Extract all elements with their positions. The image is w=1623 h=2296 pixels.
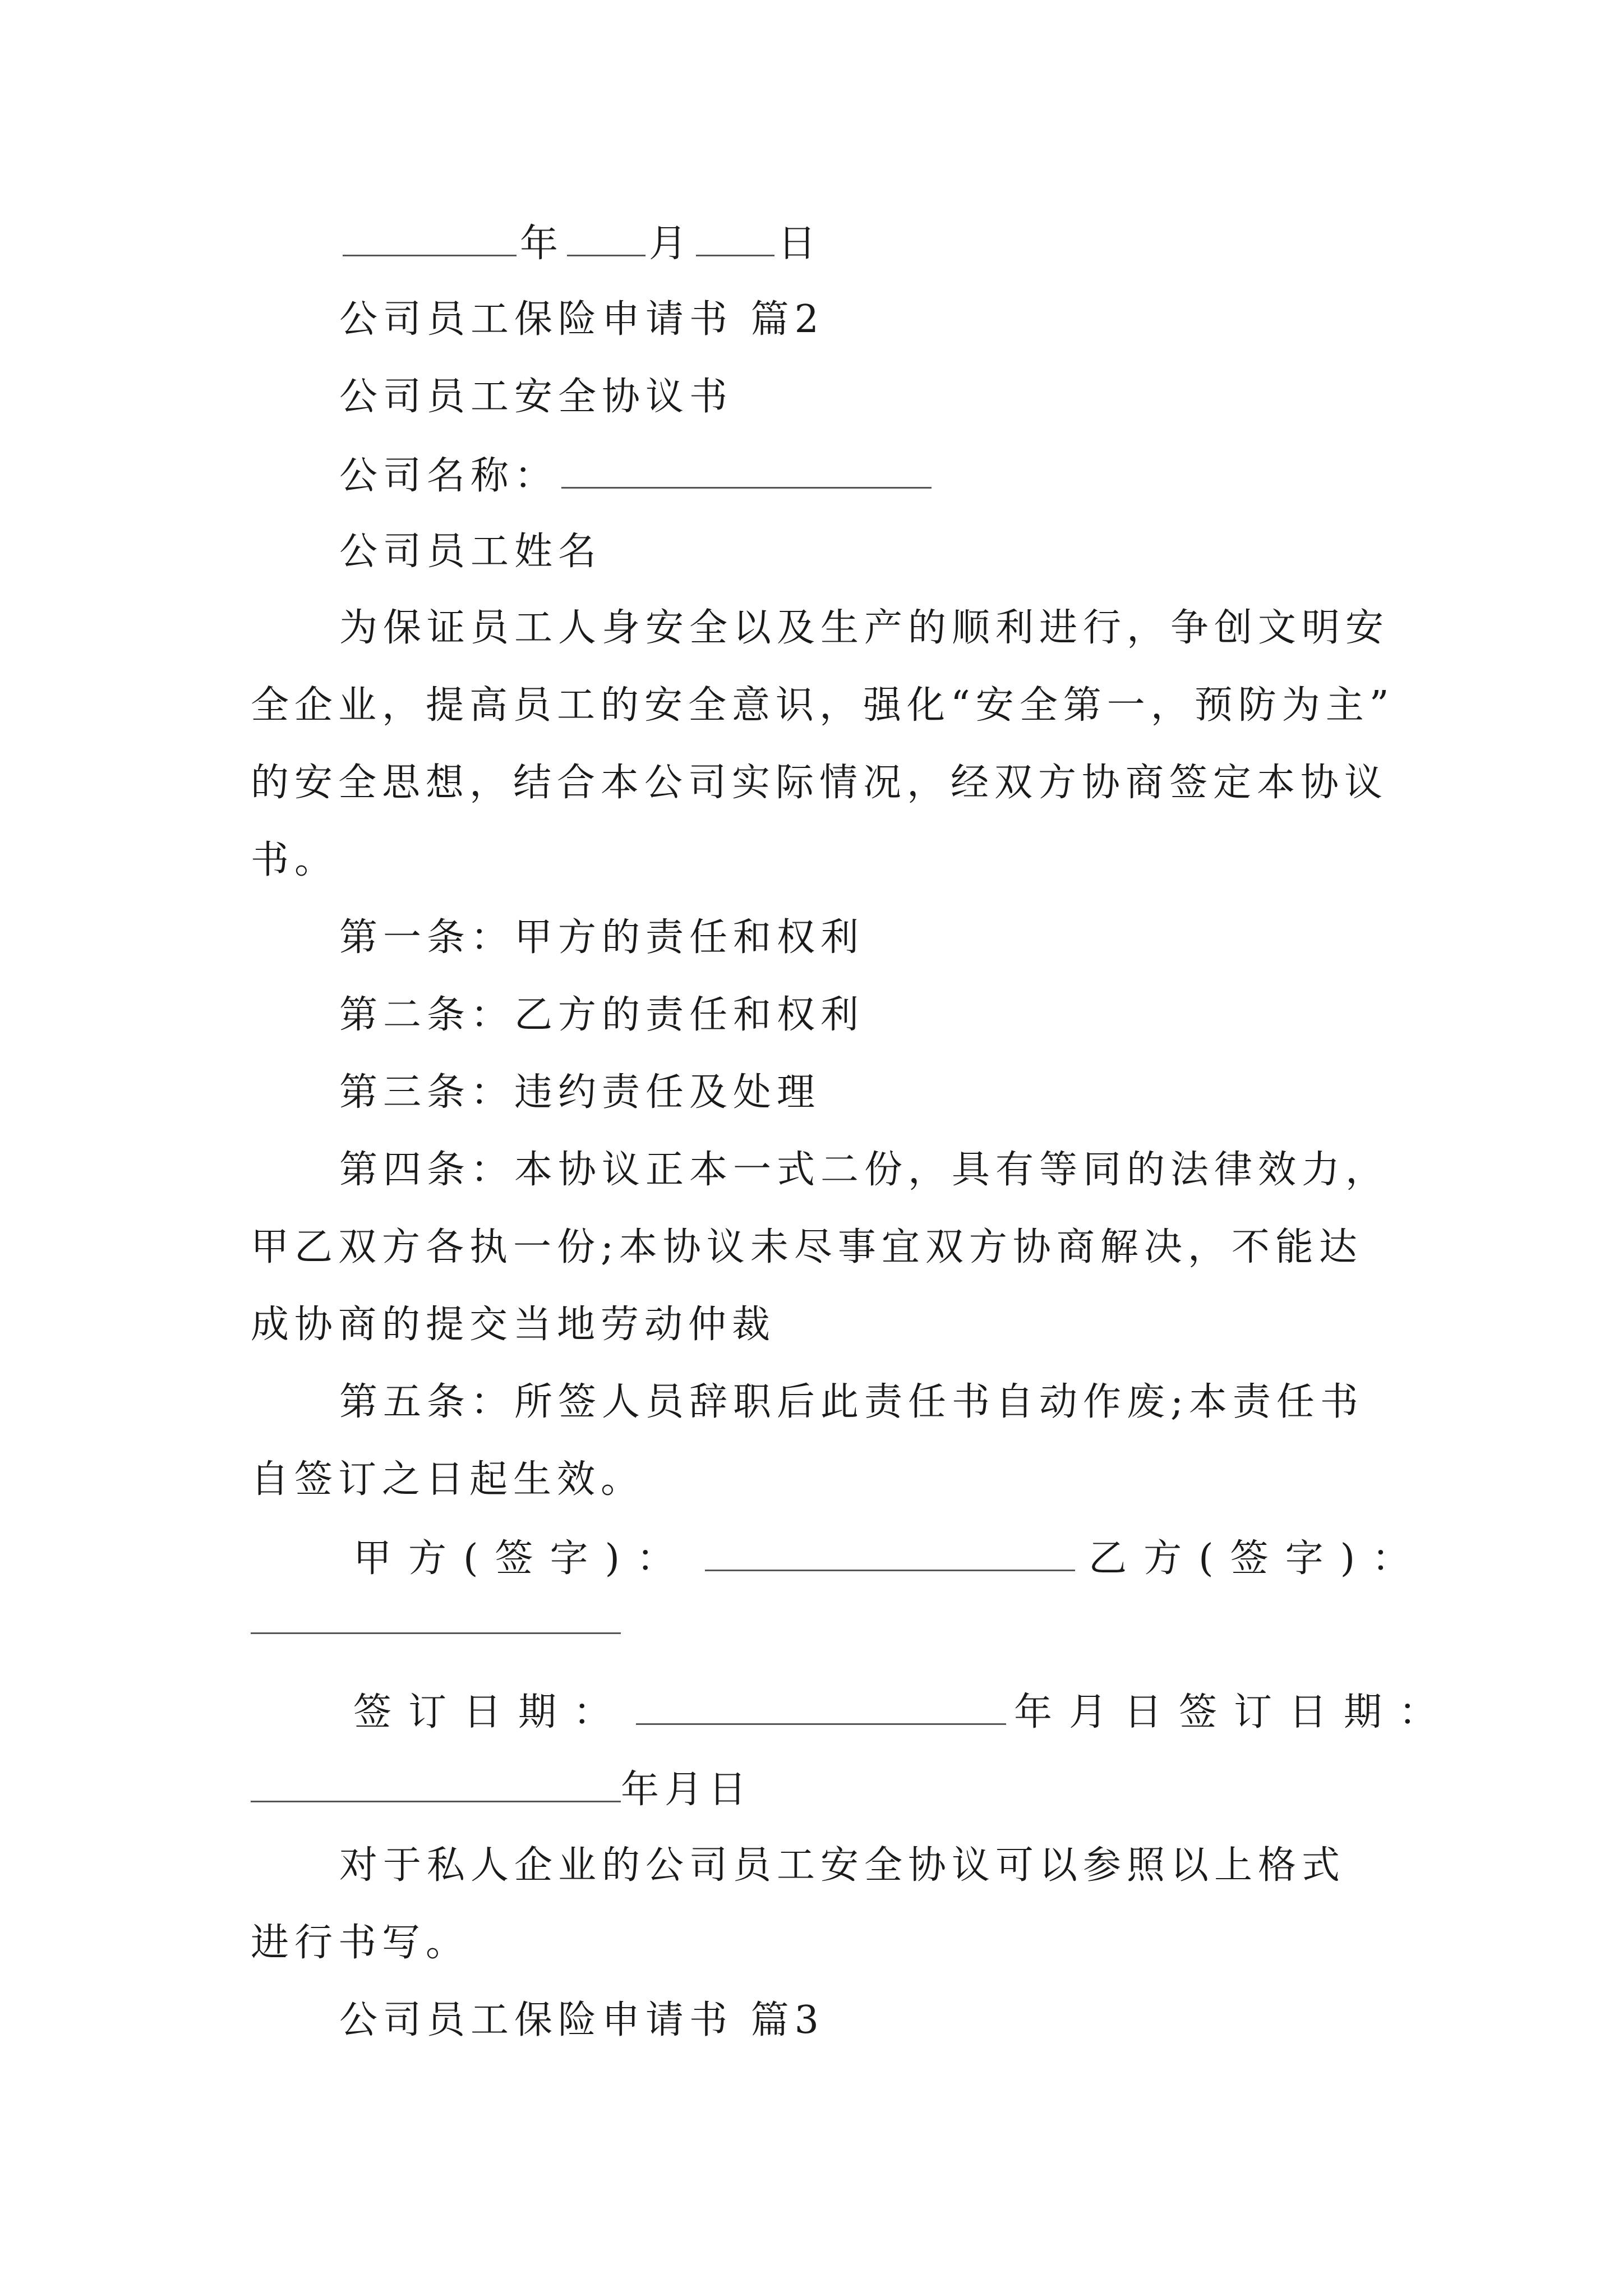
party-a-signature-blank <box>705 1535 1075 1571</box>
closing-line-1: 对于私人企业的公司员工安全协议可以参照以上格式 <box>339 1843 1346 1888</box>
sign-date-b-line <box>251 1766 1384 1812</box>
article-2: 第二条：乙方的责任和权利 <box>339 993 865 1037</box>
section-heading-3: 公司员工保险申请书 篇3 <box>339 1998 824 2042</box>
party-a-label: 甲方(签字)： <box>353 1536 692 1581</box>
sign-date-b-blank <box>251 1766 621 1802</box>
day-label: 日 <box>778 222 822 266</box>
signature-line <box>353 1535 1486 1581</box>
month-blank <box>567 220 645 256</box>
sign-date-suffix-a: 年月日签订日期： <box>1014 1690 1454 1734</box>
company-name-blank <box>561 452 932 489</box>
article-4-line-3: 成协商的提交当地劳动仲裁 <box>251 1303 776 1347</box>
sign-date-a-blank <box>636 1688 1006 1725</box>
year-blank <box>343 220 517 256</box>
article-3: 第三条：违约责任及处理 <box>339 1070 821 1115</box>
article-1: 第一条：甲方的责任和权利 <box>339 915 865 960</box>
closing-line-2: 进行书写。 <box>251 1921 470 1965</box>
intro-line-4: 书。 <box>251 838 339 882</box>
sign-date-suffix-b: 年月日 <box>621 1768 753 1812</box>
day-blank <box>696 220 774 256</box>
company-name-label: 公司名称： <box>339 454 559 498</box>
article-4-line-1: 第四条：本协议正本一式二份，具有等同的法律效力， <box>339 1148 1390 1192</box>
agreement-title: 公司员工安全协议书 <box>339 375 734 419</box>
year-label: 年 <box>520 222 564 266</box>
intro-line-2: 全企业，提高员工的安全意识，强化“安全第一，预防为主” <box>251 683 1395 728</box>
sign-date-line <box>353 1688 1486 1735</box>
company-name-line <box>339 452 1405 499</box>
sign-date-label-a: 签订日期： <box>353 1690 629 1734</box>
article-4-line-2: 甲乙双方各执一份;本协议未尽事宜双方协商解决，不能达 <box>251 1225 1363 1269</box>
date-line <box>339 220 1405 266</box>
article-5-line-1: 第五条：所签人员辞职后此责任书自动作废;本责任书 <box>339 1380 1364 1424</box>
month-label: 月 <box>649 222 693 266</box>
article-5-line-2: 自签订之日起生效。 <box>251 1457 645 1502</box>
section-heading-2: 公司员工保险申请书 篇2 <box>339 297 824 342</box>
employee-name-label: 公司员工姓名 <box>339 530 602 574</box>
intro-line-1: 为保证员工人身安全以及生产的顺利进行，争创文明安 <box>339 606 1390 650</box>
party-b-label: 乙方(签字)： <box>1089 1536 1427 1581</box>
party-b-signature-blank <box>251 1632 621 1634</box>
intro-line-3: 的安全思想，结合本公司实际情况，经双方协商签定本协议 <box>251 761 1389 805</box>
